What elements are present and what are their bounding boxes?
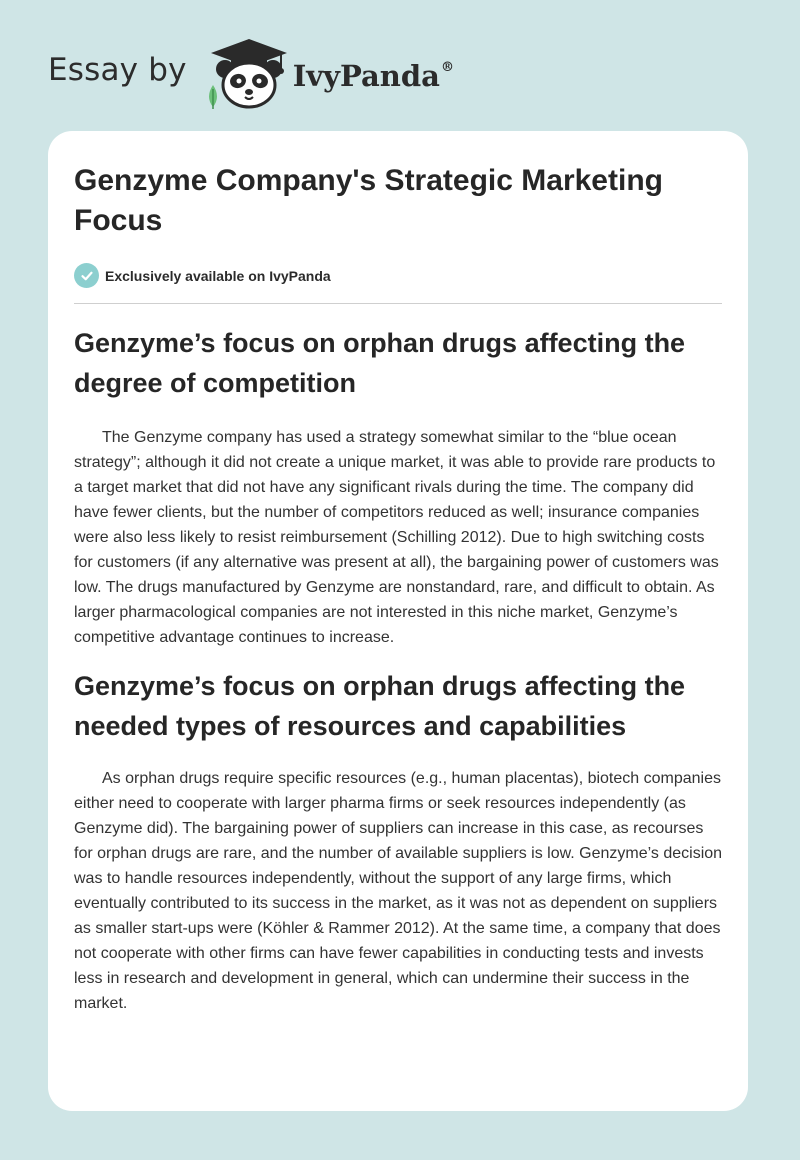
section-paragraph-competition: The Genzyme company has used a strategy somewhat similar to the “blue ocean strategy”; although it did not create a unique market, it was able to provide rare products to a target market that did not have any significant rivals during the time. The company did have fewer clients, but the number of competitors reduced as well; insurance companies were also less likely to resist reimbursement (Schilling 2012). Due to high switching costs for customers (if any alternative was present at all), the bargaining power of customers was low. The drugs manufactured by Genzyme are nonstandard, rare, and difficult to obtain. As larger pharmacological companies are not interested in this niche market, Genzyme’s competitive advantage continues to increase.	[74, 429, 719, 646]
check-circle-icon	[74, 263, 99, 288]
essay-by-label: Essay by	[48, 52, 187, 88]
badge-text: Exclusively available on IvyPanda	[105, 267, 331, 284]
panda-logo-icon[interactable]	[201, 35, 291, 111]
brand-text: IvyPanda	[292, 59, 440, 93]
divider	[74, 303, 722, 304]
site-header	[48, 34, 454, 114]
section-paragraph-resources: As orphan drugs require specific resources (e.g., human placentas), biotech companies either need to cooperate with larger pharma firms or seek resources independently (as Genzyme did). The bargaining power of suppliers can increase in this case, as recourses for orphan drugs are rare, and the number of available suppliers is low. Genzyme’s decision was to handle resources independently, without the support of any large firms, which eventually contributed to its success in the market, as it was not as dependent on suppliers as smaller start-ups were (Köhler & Rammer 2012). At the same time, a company that does not cooperate with other firms can have fewer capabilities in conducting tests and invests less in research and development in general, which can undermine their success in the market.	[74, 770, 723, 1012]
brand-name[interactable]	[293, 59, 454, 93]
registered-mark: ®	[440, 60, 454, 76]
exclusive-badge	[74, 263, 331, 288]
section-heading-competition: Genzyme’s focus on orphan drugs affecting the degree of competition	[74, 328, 686, 398]
page-title: Genzyme Company's Strategic Marketing Focus	[74, 164, 663, 237]
section-heading-resources: Genzyme’s focus on orphan drugs affecting the needed types of resources and capabilities	[74, 671, 686, 741]
document-card	[48, 131, 748, 1111]
